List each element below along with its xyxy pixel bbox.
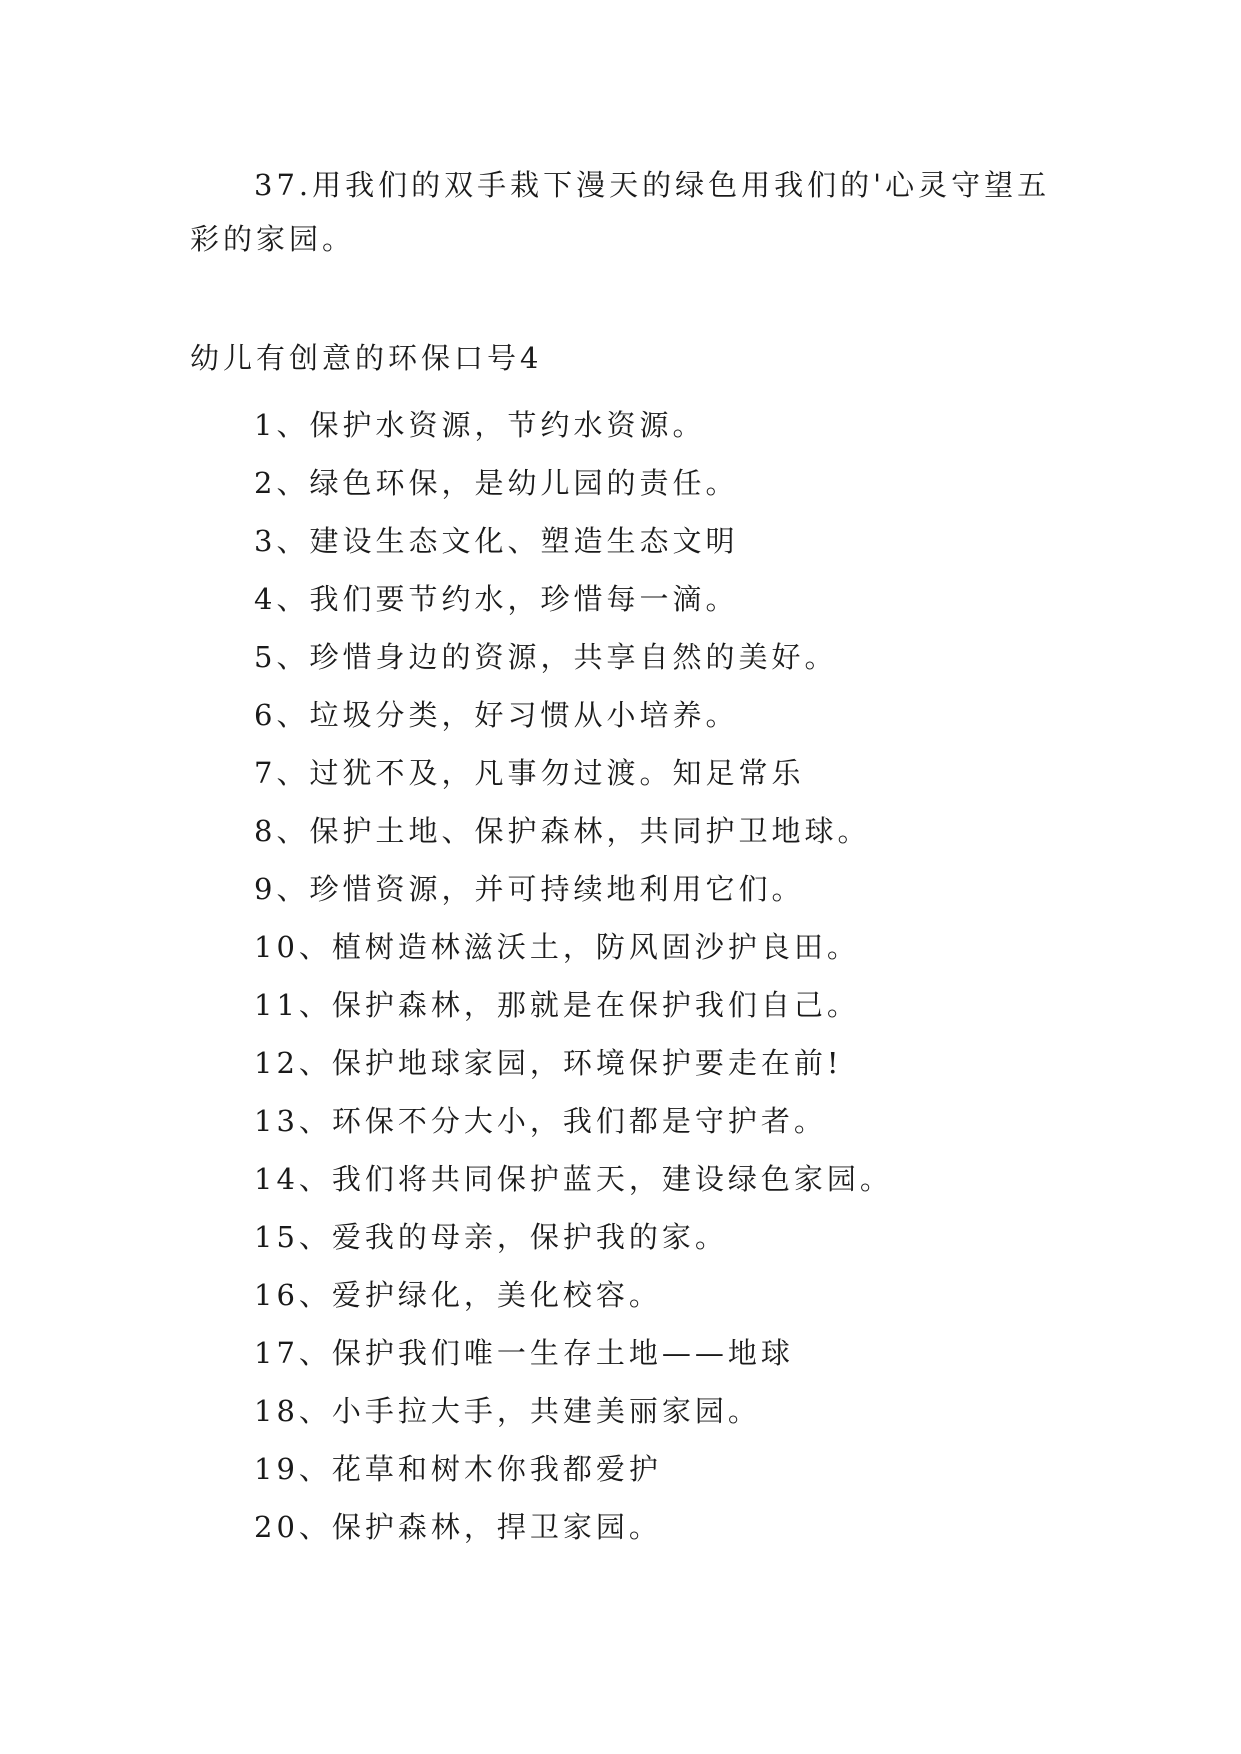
list-item: 1、保护水资源，节约水资源。: [254, 408, 706, 442]
list-item: 10、植树造林滋沃土，防风固沙护良田。: [254, 930, 860, 964]
list-item: 12、保护地球家园，环境保护要走在前!: [254, 1046, 843, 1080]
list-item: 19、花草和树木你我都爱护: [254, 1452, 662, 1486]
list-item: 3、建设生态文化、塑造生态文明: [254, 524, 739, 558]
list-item: 13、环保不分大小，我们都是守护者。: [254, 1104, 827, 1138]
list-item: 20、保护森林，捍卫家园。: [254, 1510, 662, 1544]
list-item: 9、珍惜资源，并可持续地利用它们。: [254, 872, 805, 906]
intro-paragraph: 37.用我们的双手栽下漫天的绿色用我们的'心灵守望五彩的家园。: [190, 168, 1051, 256]
list-item: 16、爱护绿化，美化校容。: [254, 1278, 662, 1312]
list-item: 4、我们要节约水，珍惜每一滴。: [254, 582, 739, 616]
list-item: 14、我们将共同保护蓝天，建设绿色家园。: [254, 1162, 893, 1196]
list-item: 17、保护我们唯一生存土地——地球: [254, 1336, 794, 1370]
slogan-list: [254, 396, 893, 1556]
section-heading: 幼儿有创意的环保口号4: [190, 341, 543, 375]
list-item: 15、爱我的母亲，保护我的家。: [254, 1220, 728, 1254]
list-item: 8、保护土地、保护森林，共同护卫地球。: [254, 814, 871, 848]
list-item: 7、过犹不及，凡事勿过渡。知足常乐: [254, 756, 805, 790]
list-item: 6、垃圾分类，好习惯从小培养。: [254, 698, 739, 732]
list-item: 2、绿色环保，是幼儿园的责任。: [254, 466, 739, 500]
list-item: 5、珍惜身边的资源，共享自然的美好。: [254, 640, 838, 674]
list-item: 18、小手拉大手，共建美丽家园。: [254, 1394, 761, 1428]
list-item: 11、保护森林，那就是在保护我们自己。: [254, 988, 860, 1022]
